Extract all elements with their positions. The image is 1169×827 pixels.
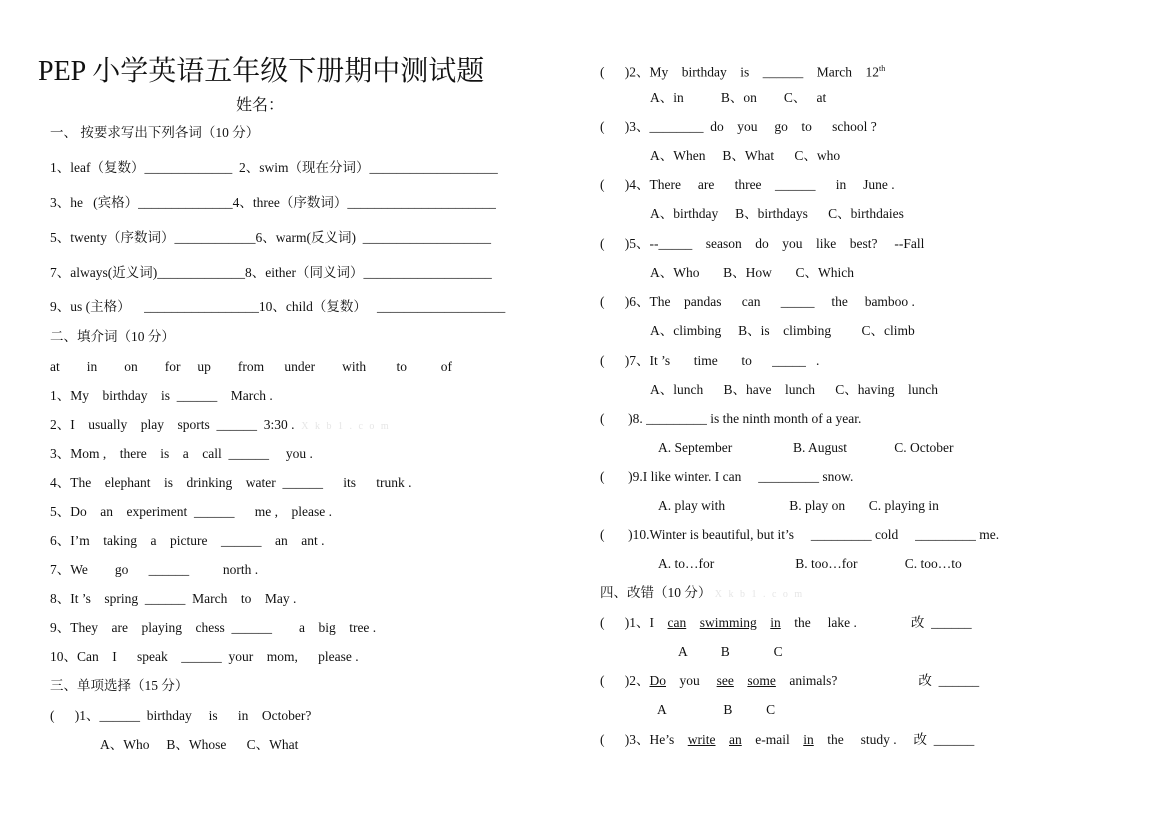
section-4-heading: 四、改错（10 分） X k b 1 . c o m: [600, 585, 805, 600]
question-line: ( )9.I like winter. I can _________ snow.: [600, 469, 854, 484]
question-line: 9、us (主格） _________________10、child（复数） ___________________: [50, 299, 506, 314]
question-line: ( )6、The pandas can _____ the bamboo .: [600, 294, 915, 309]
error-letters: A B C: [657, 702, 776, 717]
options-line: A. September B. August C. October: [658, 440, 954, 455]
options-line: A、birthday B、birthdays C、birthdaies: [650, 206, 904, 221]
question-line: 5、twenty（序数词）____________6、warm(反义词) ___________________: [50, 230, 491, 245]
question-line: ( )3、________ do you go to school ?: [600, 119, 877, 134]
page-title: PEP 小学英语五年级下册期中测试题: [38, 56, 485, 87]
question-line: 1、My birthday is ______ March .: [50, 388, 273, 403]
word-bank: at in on for up from under with to of: [50, 359, 452, 374]
options-line: A、Who B、Whose C、What: [100, 737, 299, 752]
question-line: 6、I’m taking a picture ______ an ant .: [50, 533, 325, 548]
question-line: ( )10.Winter is beautiful, but it’s _________ cold _________ me.: [600, 527, 1000, 542]
watermark: X k b 1 . c o m: [714, 589, 805, 600]
question-line: 3、he (宾格）______________4、three（序数词）______________________: [50, 195, 496, 210]
question-line: 9、They are playing chess ______ a big tree .: [50, 620, 377, 635]
question-line: 2、I usually play sports ______ 3:30 . X k b 1 . c o m: [50, 417, 391, 432]
question-line: ( )7、It ’s time to _____ .: [600, 353, 820, 368]
question-line: ( )2、My birthday is ______ March 12th: [600, 64, 886, 80]
question-line: ( )8. _________ is the ninth month of a year.: [600, 411, 862, 426]
error-letters: A B C: [678, 644, 783, 659]
watermark: X k b 1 . c o m: [301, 421, 391, 432]
options-line: A、When B、What C、who: [650, 148, 841, 163]
options-line: A. to…for B. too…for C. too…to: [658, 556, 962, 571]
name-label: 姓名：: [236, 97, 285, 114]
options-line: A、in B、on C、 at: [650, 90, 827, 105]
question-line: 4、The elephant is drinking water ______ its trunk .: [50, 475, 412, 490]
question-line: ( )2、Do you see some animals? 改 ______: [600, 673, 980, 688]
question-line: 1、leaf（复数）_____________ 2、swim（现在分词）___________________: [50, 160, 498, 175]
options-line: A、lunch B、have lunch C、having lunch: [650, 382, 938, 397]
question-line: ( )1、I can swimming in the lake . 改 ______: [600, 615, 972, 630]
question-line: 7、We go ______ north .: [50, 562, 259, 577]
question-line: 5、Do an experiment ______ me , please .: [50, 504, 332, 519]
question-line: 10、Can I speak ______ your mom, please .: [50, 649, 359, 664]
options-line: A、climbing B、is climbing C、climb: [650, 323, 915, 338]
question-line: 7、always(近义词)_____________8、either（同义词）___________________: [50, 265, 492, 280]
options-line: A. play with B. play on C. playing in: [658, 498, 939, 513]
options-line: A、Who B、How C、Which: [650, 265, 854, 280]
question-line: 8、It ’s spring ______ March to May .: [50, 591, 297, 606]
question-line: 3、Mom , there is a call ______ you .: [50, 446, 313, 461]
question-line: ( )5、--_____ season do you like best? --Fall: [600, 236, 925, 251]
question-line: ( )4、There are three ______ in June .: [600, 177, 895, 192]
section-2-heading: 二、填介词（10 分）: [50, 329, 175, 344]
section-3-heading: 三、单项选择（15 分）: [50, 678, 189, 693]
question-line: ( )1、______ birthday is in October?: [50, 708, 312, 723]
section-1-heading: 一、 按要求写出下列各词（10 分）: [50, 125, 260, 140]
question-line: ( )3、He’s write an e-mail in the study . 改 ______: [600, 732, 975, 747]
